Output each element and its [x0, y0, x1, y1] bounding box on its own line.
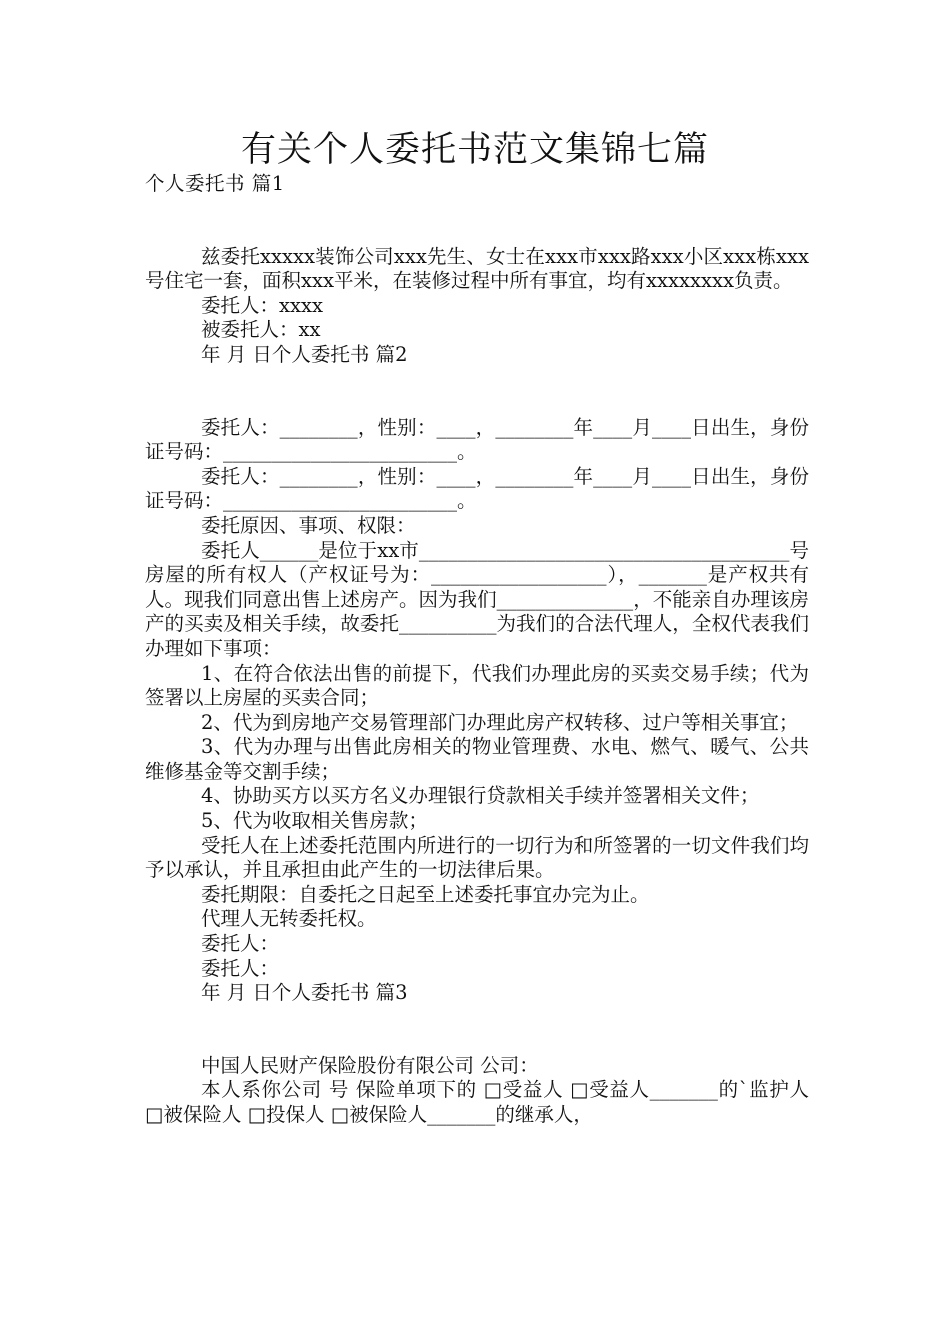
document-body	[145, 172, 809, 1128]
paragraph: 5、代为收取相关售房款；	[201, 809, 428, 833]
section-2	[145, 416, 809, 1006]
spacer	[145, 1006, 809, 1054]
paragraph: 2、代为到房地产交易管理部门办理此房产权转移、过户等相关事宜；	[201, 710, 799, 734]
paragraph: 委托人：________，性别：____，________年____月____日出生，身份证号码：________________________。	[145, 415, 809, 464]
document-title: 有关个人委托书范文集锦七篇	[240, 130, 709, 170]
spacer	[145, 368, 809, 416]
paragraph: 兹委托xxxxx装饰公司xxx先生、女士在xxx市xxx路xxx小区xxx栋xxx号住宅一套，面积xxx平米，在装修过程中所有事宜，均有xxxxxxxx负责。	[145, 244, 809, 293]
paragraph: 被委托人：xx	[201, 318, 321, 342]
paragraph: 3、代为办理与出售此房相关的物业管理费、水电、燃气、暖气、公共维修基金等交割手续；	[145, 735, 809, 783]
paragraph: 受托人在上述委托范围内所进行的一切行为和所签署的一切文件我们均予以承认，并且承担由此产生的一切法律后果。	[145, 833, 809, 882]
spacer	[145, 197, 809, 245]
paragraph: 委托原因、事项、权限：	[201, 513, 416, 537]
paragraph: 委托人：________，性别：____，________年____月____日出生，身份证号码：________________________。	[145, 464, 809, 513]
paragraph: 年 月 日个人委托书 篇3	[201, 981, 408, 1005]
paragraph: 委托人______是位于xx市______________________________________号房屋的所有权人（产权证号为：__________________），_______是产权共有人。现我们同意出售上述房产。因为我们______________，不能亲自办理该房产的买卖及相关手续，故委托__________为我们的合法代理人，全权代表我们办理如下事项：	[145, 538, 809, 660]
paragraph: 1、在符合依法出售的前提下，代我们办理此房的买卖交易手续；代为签署以上房屋的买卖合同；	[145, 661, 809, 710]
paragraph: 本人系你公司 号 保险单项下的 □受益人 □受益人_______的`监护人 □被保险人 □投保人 □被保险人_______的继承人，	[145, 1078, 809, 1126]
paragraph: 委托人：	[201, 956, 280, 980]
section-1	[145, 245, 809, 368]
paragraph: 委托人：xxxx	[201, 293, 323, 317]
section-heading: 个人委托书 篇1	[145, 172, 285, 195]
paragraph: 代理人无转委托权。	[201, 907, 377, 931]
paragraph: 4、协助买方以买方名义办理银行贷款相关手续并签署相关文件；	[201, 784, 760, 808]
section-3	[145, 1054, 809, 1128]
paragraph: 委托期限：自委托之日起至上述委托事宜办完为止。	[201, 882, 650, 906]
paragraph: 委托人：	[201, 932, 280, 956]
paragraph: 中国人民财产保险股份有限公司 公司：	[201, 1053, 539, 1077]
paragraph: 年 月 日个人委托书 篇2	[201, 342, 408, 366]
